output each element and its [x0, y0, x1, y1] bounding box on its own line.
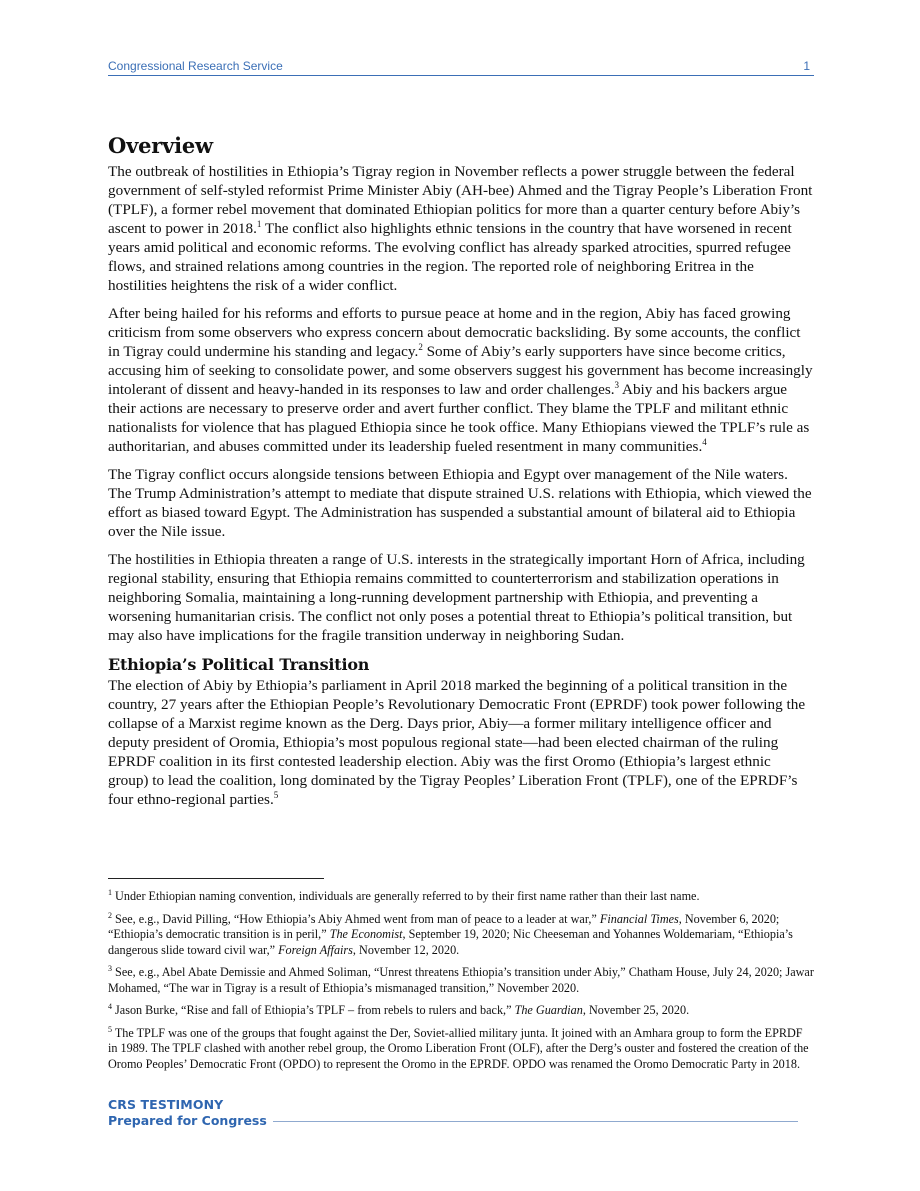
text-run: Some of Abiy’s early supporters have since become critics, accusing him of seeking to consolidate power, and some observers suggest his government has become increasingly intolerant of dissent and heavy-handed in its responses to law and order challenges. [108, 343, 813, 398]
text-run: Abiy and his backers argue their actions are necessary to preserve order and avert further conflict. They blame the TPLF and militant ethnic nationalists for violence that has plagued Ethiopia since he took office. Many Ethiopians viewed the TPLF’s rule as authoritarian, and abuses committed under its leadership fueled resentment in many communities. [108, 381, 810, 455]
text-run: The Tigray conflict occurs alongside tensions between Ethiopia and Egypt over management of the Nile waters. The Trump Administration’s attempt to mediate that dispute strained U.S. relations with Ethiopia, which viewed the effort as biased toward Egypt. The Administration has suspended a substantial amount of bilateral aid to Ethiopia over the Nile issue. [108, 466, 812, 540]
subsection-title: Ethiopia’s Political Transition [108, 655, 370, 674]
footnote-marker: 4 [108, 1001, 112, 1011]
text-run: , November 25, 2020. [582, 1003, 690, 1017]
text-run: The conflict also highlights ethnic tensions in the country that have worsened in recent years amid political and economic reforms. The evolving conflict has already sparked atrocities, spurred refugee flows, and strained relations among countries in the region. The reported role of neighboring Eritrea in the hostilities heightens the risk of a wider conflict. [108, 220, 792, 294]
footnote-marker: 5 [108, 1024, 112, 1034]
publication-title: Financial Times [599, 911, 679, 926]
footnote-marker: 4 [702, 436, 707, 447]
body-paragraph [108, 550, 814, 645]
section-title: Overview [108, 133, 213, 158]
body-paragraph [108, 465, 814, 541]
footnote-divider [108, 878, 324, 879]
text-run: The hostilities in Ethiopia threaten a range of U.S. interests in the strategically important Horn of Africa, including regional stability, ensuring that Ethiopia remains committed to counterterrorism and stabilization operations in neighboring Somalia, maintaining a long-running development partnership with Ethiopia, and preventing a worsening humanitarian crisis. The conflict not only poses a potential threat to Ethiopia’s political transition, but may also have implications for the fragile transition underway in neighboring Sudan. [108, 551, 805, 644]
text-run: , November 6, 2020; “Ethiopia’s democratic transition is in peril,” [108, 911, 780, 941]
paragraphs-before [108, 162, 814, 645]
text-run: , September 19, 2020; Nic Cheeseman and Yohannes Woldemariam, “Ethiopia’s dangerous slide toward civil war,” [108, 927, 793, 957]
text-run: See, e.g., David Pilling, “How Ethiopia’s Abiy Ahmed went from man of peace to a leader at war,” [112, 911, 600, 926]
main-content [108, 132, 814, 818]
footnote-marker: 2 [108, 910, 112, 920]
publication-title: Foreign Affairs [278, 942, 353, 957]
text-run: Jason Burke, “Rise and fall of Ethiopia’s TPLF – from rebels to rulers and back,” [112, 1003, 515, 1017]
text-run: The outbreak of hostilities in Ethiopia’s Tigray region in November reflects a power struggle between the federal government of self-styled reformist Prime Minister Abiy (AH-bee) Ahmed and the Tigray People’s Liberation Front (TPLF), a former rebel movement that dominated Ethiopian politics for more than a quarter century before Abiy’s ascent to power in 2018. [108, 163, 813, 237]
running-header [108, 58, 814, 76]
footer-series-label: CRS TESTIMONY [108, 1097, 224, 1112]
footnote-marker: 1 [256, 218, 262, 229]
footnote [108, 965, 814, 996]
footer-prepared-line [108, 1113, 798, 1129]
text-run: The TPLF was one of the groups that fought against the Der, Soviet-allied military junta. It joined with an Amhara group to form the EPRDF in 1989. The TPLF clashed with another rebel group, the Oromo Liberation Front (OLF), after the Derg’s ouster and fostered the creation of the Oromo Peoples’ Democratic Front (OPDO) to represent the Oromo in the EPRDF. OPDO was renamed the Oromo Democratic Party in 2018. [108, 1025, 809, 1071]
header-org-name: Congressional Research Service [108, 59, 283, 73]
document-footer [108, 1097, 798, 1129]
footnote-marker: 2 [418, 341, 423, 352]
footnote [108, 889, 814, 905]
footnote-marker: 5 [273, 789, 279, 800]
footer-prepared-label: Prepared for Congress [108, 1113, 267, 1128]
footnotes [108, 889, 814, 1079]
text-run: , November 12, 2020. [352, 942, 460, 957]
footnote-marker: 3 [614, 379, 620, 390]
paragraphs-after [108, 676, 814, 809]
text-run: See, e.g., Abel Abate Demissie and Ahmed Soliman, “Unrest threatens Ethiopia’s transition under Abiy,” Chatham House, July 24, 2020; Jawar Mohamed, “The war in Tigray is a result of Ethiopia’s mismanaged transition,” November 2020. [108, 965, 814, 995]
publication-title: The Guardian [514, 1003, 583, 1017]
footnote [108, 1003, 814, 1019]
text-run: The election of Abiy by Ethiopia’s parliament in April 2018 marked the beginning of a political transition in the country, 27 years after the Ethiopian People’s Revolutionary Democratic Front (EPRDF) took power following the collapse of a Marxist regime known as the Derg. Days prior, Abiy—a former military intelligence officer and deputy president of Oromia, Ethiopia’s most populous regional state—had been elected chairman of the ruling EPRDF coalition in its first contested leadership election. Abiy was the first Oromo (Ethiopia’s largest ethnic group) to lead the coalition, long dominated by the Tigray Peoples’ Liberation Front (TPLF), one of the EPRDF’s four ethno-regional parties. [108, 677, 806, 808]
header-page-number: 1 [803, 59, 810, 73]
body-paragraph [108, 676, 814, 809]
footnote-marker: 3 [108, 963, 112, 973]
text-run: After being hailed for his reforms and efforts to pursue peace at home and in the region, Abiy has faced growing criticism from some observers who express concern about democratic backsliding. By some accounts, the conflict in Tigray could undermine his standing and legacy. [108, 305, 801, 360]
footnote-marker: 1 [108, 887, 112, 897]
footnote [108, 912, 814, 959]
body-paragraph [108, 304, 814, 456]
footnote [108, 1026, 814, 1073]
text-run: Under Ethiopian naming convention, individuals are generally referred to by their first name rather than their last name. [112, 889, 700, 903]
publication-title: The Economist [329, 927, 403, 941]
footer-rule [273, 1121, 798, 1122]
body-paragraph [108, 162, 814, 295]
